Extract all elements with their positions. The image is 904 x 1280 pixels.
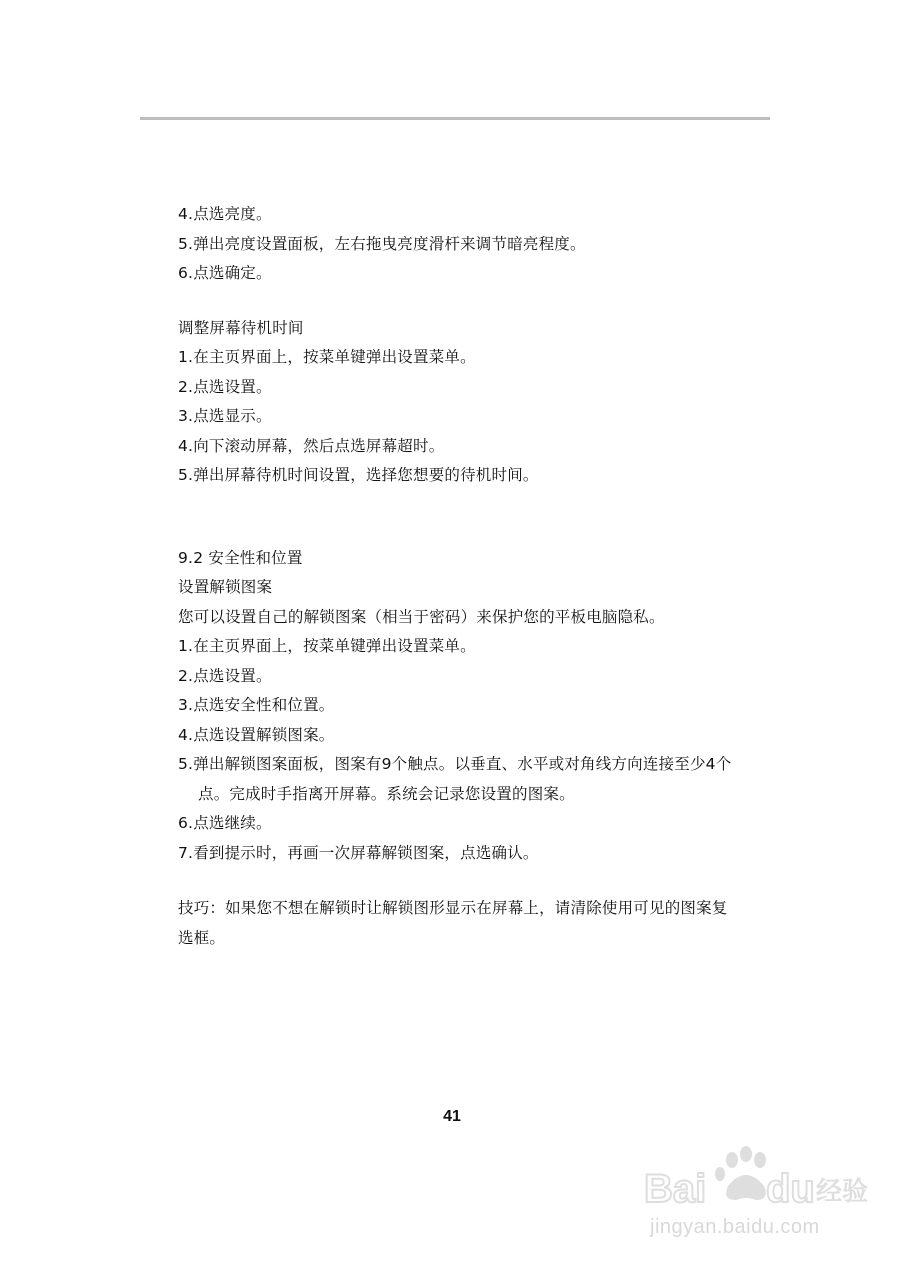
step-line: 4.点选设置解锁图案。 — [178, 725, 335, 744]
svg-text:du: du — [766, 1167, 815, 1211]
step-line: 1.在主页界面上，按菜单键弹出设置菜单。 — [178, 637, 476, 655]
section-heading: 9.2 安全性和位置 — [178, 548, 303, 567]
section-subheading: 设置解锁图案 — [178, 578, 273, 596]
step-line: 3.点选安全性和位置。 — [178, 696, 335, 714]
page-number: 41 — [443, 1108, 461, 1125]
watermark-url: jingyan.baidu.com — [650, 1216, 820, 1238]
intro-text: 您可以设置自己的解锁图案（相当于密码）来保护您的平板电脑隐私。 — [178, 607, 665, 626]
spacer — [178, 868, 758, 894]
step-line: 5.弹出屏幕待机时间设置，选择您想要的待机时间。 — [178, 466, 539, 484]
step-line: 6.点选确定。 — [178, 264, 272, 282]
step-line: 5.弹出解锁图案面板，图案有9个触点。以垂直、水平或对角线方向连接至少4个 — [178, 755, 732, 773]
tip-text-continued: 选框。 — [178, 928, 226, 947]
step-line: 2.点选设置。 — [178, 377, 272, 396]
step-line: 4.点选亮度。 — [178, 205, 272, 223]
step-line: 2.点选设置。 — [178, 666, 272, 685]
section-title: 调整屏幕待机时间 — [178, 318, 304, 337]
svg-text:Bai: Bai — [644, 1167, 707, 1211]
document-body — [178, 200, 758, 953]
step-line-continued: 点。完成时手指离开屏幕。系统会记录您设置的图案。 — [198, 784, 575, 803]
step-line: 6.点选继续。 — [178, 814, 272, 832]
step-line: 1.在主页界面上，按菜单键弹出设置菜单。 — [178, 348, 476, 366]
baidu-watermark — [640, 1140, 870, 1250]
step-line: 3.点选显示。 — [178, 407, 272, 425]
header-rule — [140, 117, 770, 120]
baidu-paw-logo-icon — [640, 1140, 870, 1220]
spacer — [178, 289, 758, 314]
step-line: 4.向下滚动屏幕，然后点选屏幕超时。 — [178, 436, 445, 455]
step-line: 7.看到提示时，再画一次屏幕解锁图案，点选确认。 — [178, 843, 539, 862]
step-line: 5.弹出亮度设置面板，左右拖曳亮度滑杆来调节暗亮程度。 — [178, 234, 586, 253]
spacer — [178, 491, 758, 544]
tip-text: 技巧：如果您不想在解锁时让解锁图形显示在屏幕上，请清除使用可见的图案复 — [178, 899, 728, 917]
svg-text:经验: 经验 — [816, 1177, 869, 1207]
